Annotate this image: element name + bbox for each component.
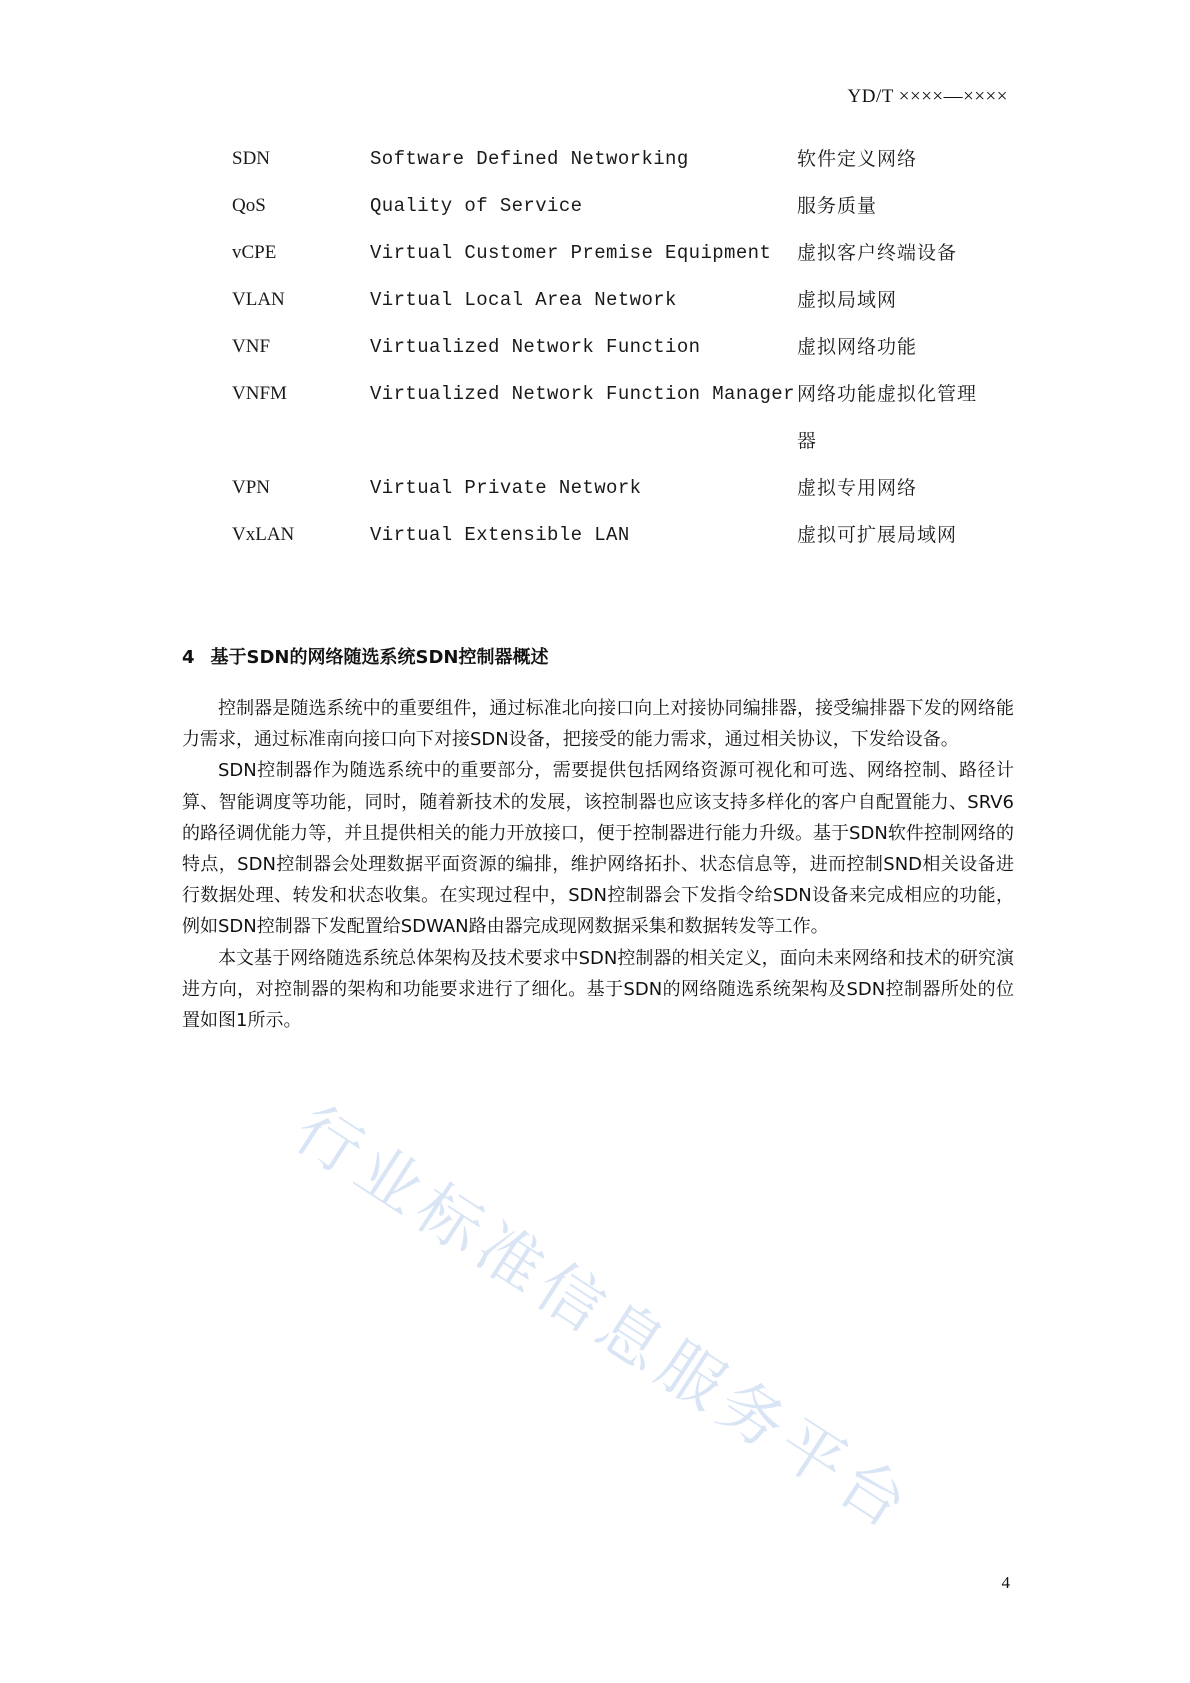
abbreviation-code: VNF (232, 336, 271, 357)
body-paragraph: SDN控制器作为随选系统中的重要部分，需要提供包括网络资源可视化和可选、网络控制、路径计算、智能调度等功能，同时，随着新技术的发展，该控制器也应该支持多样化的客户自配置能力、SRV6的路径调优能力等，并且提供相关的能力开放接口，便于控制器进行能力升级。基于SDN软件控制网络的特点，SDN控制器会处理数据平面资源的编排，维护网络拓扑、状态信息等，进而控制SND相关设备进行数据处理、转发和状态收集。在实现过程中，SDN控制器会下发指令给SDN设备来完成相应的功能，例如SDN控制器下发配置给SDWAN路由器完成现网数据采集和数据转发等工作。 (182, 760, 1014, 938)
abbreviation-chinese-name: 网络功能虚拟化管理器 (797, 383, 978, 452)
abbreviation-code: VxLAN (232, 524, 295, 545)
abbreviation-row (232, 383, 1012, 477)
document-code-header: YD/T ××××—×××× (847, 86, 1008, 107)
abbreviation-full-name: Virtual Extensible LAN (370, 524, 630, 546)
abbreviation-row (232, 524, 1012, 571)
section-title-text: 基于SDN的网络随选系统SDN控制器概述 (210, 647, 549, 668)
abbreviation-chinese-name: 服务质量 (797, 195, 878, 217)
abbreviation-chinese-name: 软件定义网络 (797, 148, 918, 170)
section-body (182, 693, 1014, 1036)
section-heading (182, 643, 548, 669)
abbreviation-chinese-name: 虚拟专用网络 (797, 477, 918, 499)
section-number: 4 (182, 647, 195, 668)
body-paragraph: 本文基于网络随选系统总体架构及技术要求中SDN控制器的相关定义，面向未来网络和技术的研究演进方向，对控制器的架构和功能要求进行了细化。基于SDN的网络随选系统架构及SDN控制器所处的位置如图1所示。 (182, 947, 1014, 1032)
abbreviation-chinese-name: 虚拟可扩展局域网 (797, 524, 958, 546)
abbreviation-full-name: Virtual Private Network (370, 477, 642, 499)
abbreviation-code: VPN (232, 477, 271, 498)
abbreviation-code: VNFM (232, 383, 287, 404)
abbreviation-full-name: Virtual Customer Premise Equipment (370, 242, 772, 264)
abbreviation-chinese-name: 虚拟局域网 (797, 289, 898, 311)
abbreviation-full-name: Quality of Service (370, 195, 583, 217)
abbreviation-full-name: Virtual Local Area Network (370, 289, 677, 311)
abbreviation-full-name: Virtualized Network Function (370, 336, 701, 358)
abbreviation-chinese-name: 虚拟网络功能 (797, 336, 918, 358)
abbreviation-list (232, 148, 1012, 571)
watermark: 行业标准信息服务平台 (281, 1092, 926, 1547)
abbreviation-code: QoS (232, 195, 266, 216)
abbreviation-code: SDN (232, 148, 271, 169)
abbreviation-code: vCPE (232, 242, 277, 263)
abbreviation-full-name: Software Defined Networking (370, 148, 689, 170)
page-number: 4 (1001, 1573, 1010, 1592)
abbreviation-code: VLAN (232, 289, 285, 310)
abbreviation-chinese-name: 虚拟客户终端设备 (797, 242, 958, 264)
abbreviation-full-name: Virtualized Network Function Manager (370, 383, 795, 405)
body-paragraph: 控制器是随选系统中的重要组件，通过标准北向接口向上对接协同编排器，接受编排器下发的网络能力需求，通过标准南向接口向下对接SDN设备，把接受的能力需求，通过相关协议，下发给设备。 (182, 698, 1014, 751)
